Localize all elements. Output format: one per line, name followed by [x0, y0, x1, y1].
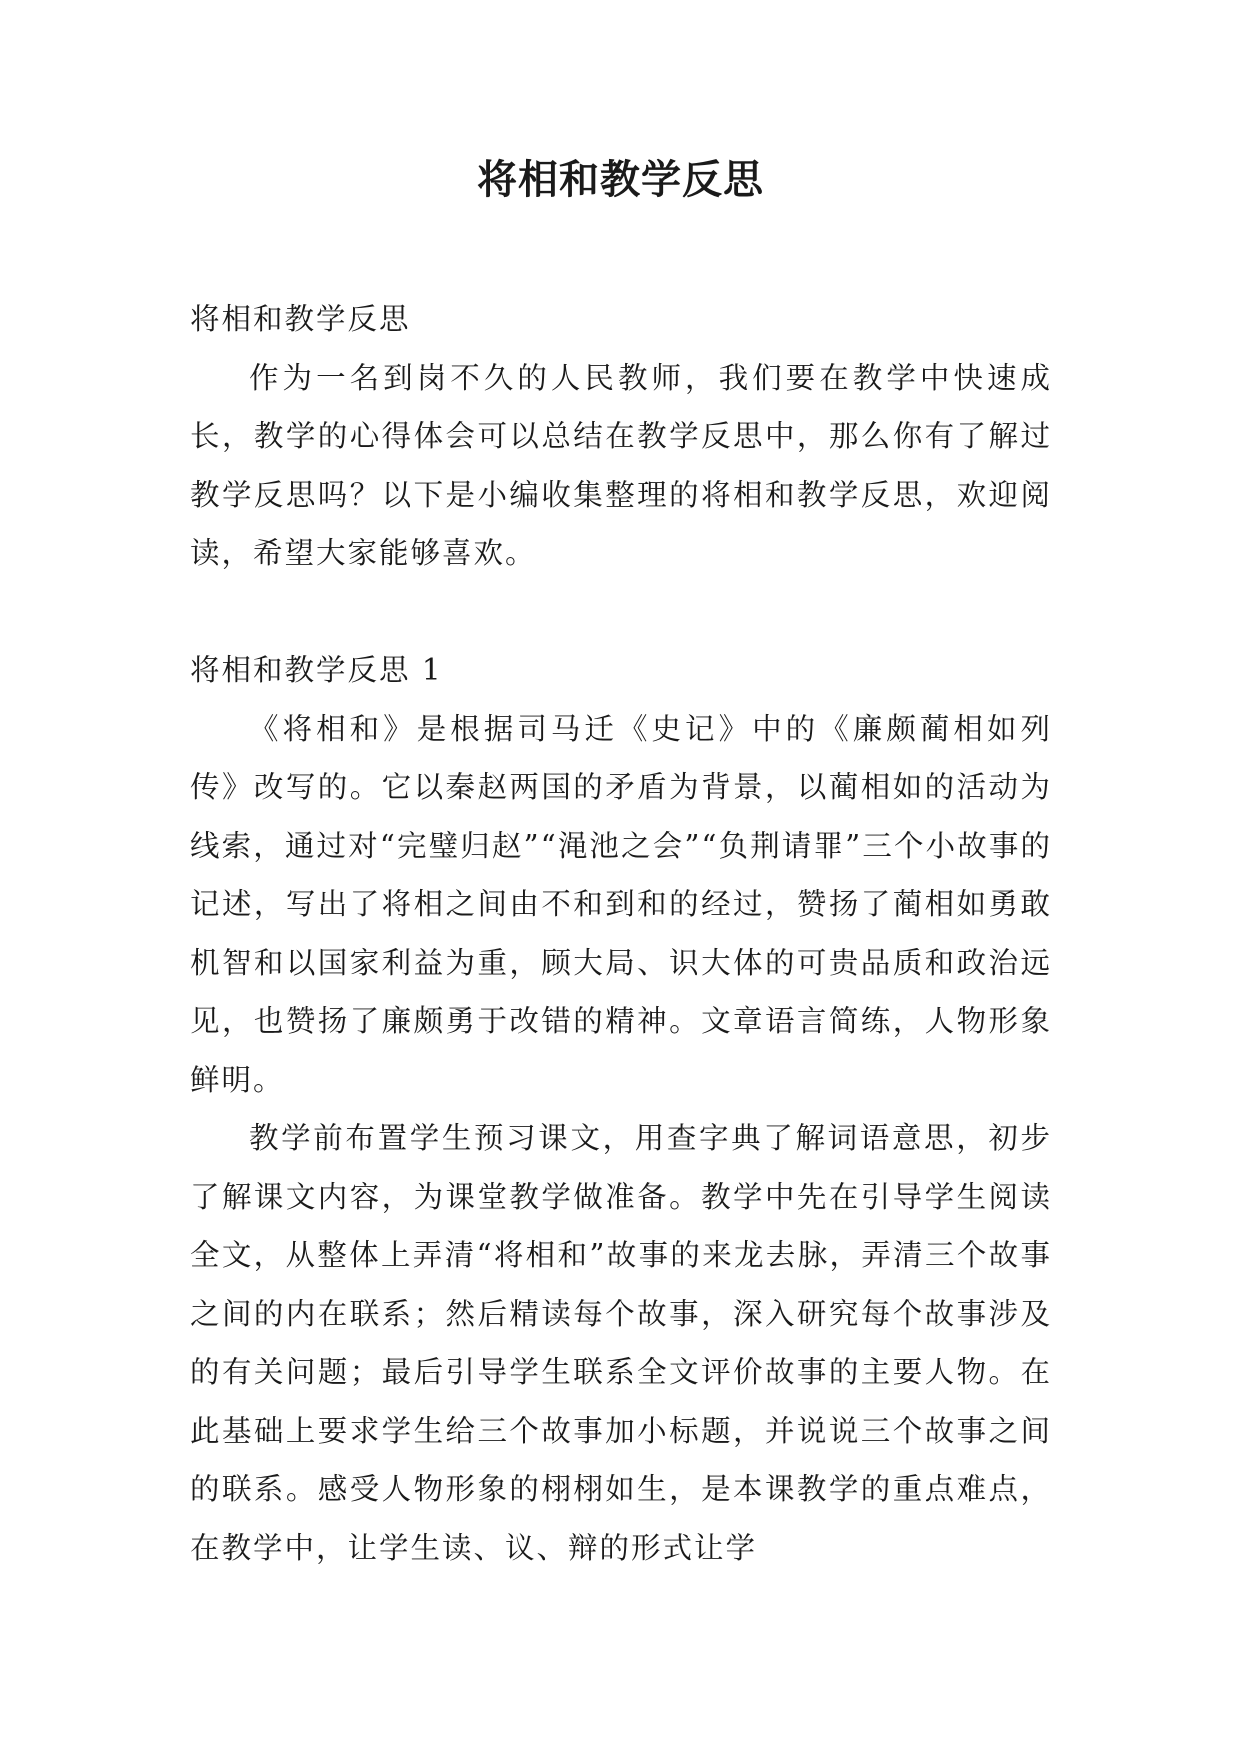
section-spacer — [190, 583, 1052, 642]
document-body — [190, 290, 1052, 1577]
section1-paragraph-1: 《将相和》是根据司马迁《史记》中的《廉颇蔺相如列传》改写的。它以秦赵两国的矛盾为背景，以蔺相如的活动为线索，通过对“完璧归赵”“渑池之会”“负荆请罪”三个小故事的记述，写出了将相之间由不和到和的经过，赞扬了蔺相如勇敢机智和以国家利益为重，顾大局、识大体的可贵品质和政治远见，也赞扬了廉颇勇于改错的精神。文章语言简练，人物形象鲜明。 — [190, 711, 1052, 1097]
section1-heading: 将相和教学反思 1 — [190, 653, 443, 687]
intro-paragraph: 作为一名到岗不久的人民教师，我们要在教学中快速成长，教学的心得体会可以总结在教学反思中，那么你有了解过教学反思吗？以下是小编收集整理的将相和教学反思，欢迎阅读，希望大家能够喜欢。 — [190, 360, 1052, 570]
intro-heading: 将相和教学反思 — [190, 302, 411, 336]
document-title: 将相和教学反思 — [477, 156, 764, 203]
section1-paragraph-2: 教学前布置学生预习课文，用查字典了解词语意思，初步了解课文内容，为课堂教学做准备。教学中先在引导学生阅读全文，从整体上弄清“将相和”故事的来龙去脉，弄清三个故事之间的内在联系；然后精读每个故事，深入研究每个故事涉及的有关问题；最后引导学生联系全文评价故事的主要人物。在此基础上要求学生给三个故事加小标题，并说说三个故事之间的联系。感受人物形象的栩栩如生，是本课教学的重点难点，在教学中，让学生读、议、辩的形式让学 — [190, 1121, 1052, 1565]
